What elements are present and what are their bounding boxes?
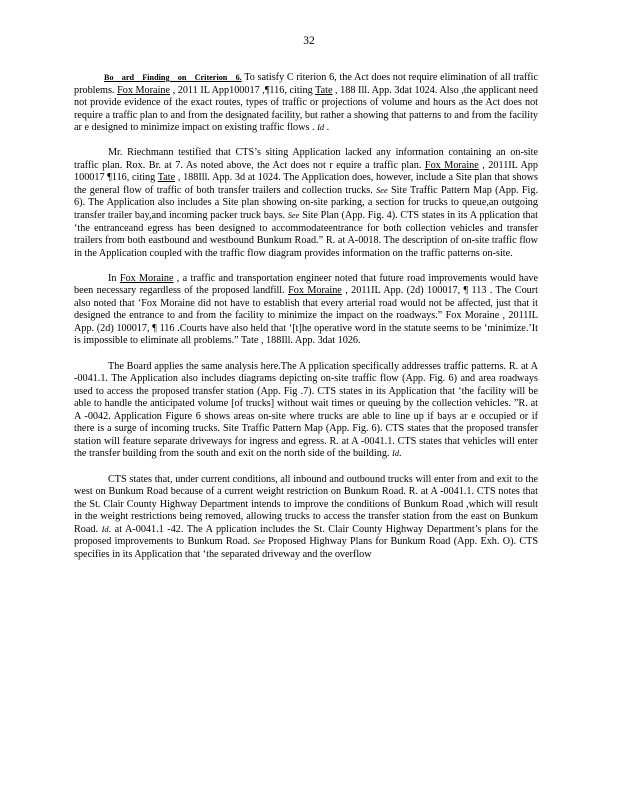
text-run: .	[399, 448, 402, 460]
text-run: , 2011IL App. (2d) 100017, ¶ 113 . The Court also noted that ‘Fox Moraine did not have to establish that every arterial road would not be affected, just that it designed the entrance to and from the facility to minimize the impact on the roadways.” Fox Moraine , 2011IL App. (2d) 100017, ¶ 116 .Courts have also held that ‘[t]he operative word in the statute seems to be ‘minimize.’It is impossible to eliminate all problems.” Tate , 188Ill. App. 3dat 1026.	[74, 285, 538, 347]
paragraph-riechmann-testimony	[74, 147, 538, 260]
text-run: .	[324, 122, 330, 134]
case-citation: Fox Moraine	[119, 272, 174, 284]
signal-word: Id	[101, 524, 109, 534]
page-number: 32	[303, 35, 315, 47]
text-run: , 188 Ill. App. 3dat 1024. Also ,the applicant need not provide evidence of the exact routes, types of traffic or projections of volume and hours as the Act does not require a traffic plan to and from the designated facility, but rather a showing that patterns to and from the facility ar e designed to minimize impact on existing traffic flows .	[74, 84, 538, 134]
case-citation: Tate	[157, 172, 176, 184]
paragraph-criterion-6-finding	[74, 72, 538, 135]
signal-word: Id	[317, 123, 325, 133]
case-citation: Fox Moraine	[117, 84, 171, 96]
signal-word: See	[253, 537, 265, 547]
text-run: . at A-0041.1 -42. The A pplication includes the St. Clair County Highway Department’s plans for the proposed improvements to Bunkum Road.	[74, 523, 538, 548]
signal-word: See	[287, 211, 300, 221]
text-run: Proposed Highway Plans for Bunkum Road (App. Exh. O). CTS specifies in its Application that ‘the separated driveway and the overflow	[74, 536, 539, 560]
body-text	[74, 72, 538, 561]
text-run: Mr. Riechmann testified that CTS’s siting Application lacked any information containing an on-site traffic plan. Rox. Br. at 7. As noted above, the Act does not r equire a traffic plan.	[74, 147, 538, 171]
signal-word: See	[376, 185, 388, 195]
paragraph-bunkum-road	[74, 474, 538, 562]
text-run: In	[108, 272, 120, 284]
text-run: To satisfy C riterion 6, the Act does not require elimination of all traffic problems.	[74, 72, 538, 96]
case-citation: Tate	[315, 84, 333, 96]
text-run: , a traffic and transportation engineer noted that future road improvements would have been necessary regardless of the proposed landfill.	[74, 272, 538, 297]
text-run: , 2011 IL App100017 ,¶116, citing	[170, 84, 316, 96]
text-run: , 188Ill. App. 3d at 1024. The Application does, however, include a Site plan that shows the general flow of traffic of both transfer trailers and collection trucks.	[74, 172, 538, 196]
paragraph-board-analysis	[74, 361, 538, 461]
text-run: CTS states that, under current conditions, all inbound and outbound trucks will enter from and exit to the west on Bunkum Road because of a current weight restriction on Bunkum Road. R. at A -0041.1. CTS notes that the St. Clair County Highway Department intends to improve the conditions of Bunkum Road ,which will result in the weight restrictions being removed, allowing trucks to access the transfer station from the east on Bunkum Road.	[74, 473, 538, 535]
text-run: The Board applies the same analysis here.The A pplication specifically addresses traffic patterns. R. at A -0041.1. The Application also includes diagrams depicting on-site traffic flow (App. Fig. 6) and area roadways used to access the proposed transfer station (App. Fig .7). CTS states in its Application that ‘the facility will be able to handle the anticipated volume [of trucks] without wait times or queuing by the collection vehicles. ”R. at A -0042. Application Figure 6 shows areas on-site where trucks are able to line up if bays ar e occupied or if there is a surge of incoming trucks. Site Traffic Pattern Map (App. Fig. 6). CTS states that the proposed transfer station will feature separate driveways for ingress and egress. R. at A -0041.1. CTS states that vehicles will enter the transfer building from the south and exit on the north side of the building.	[74, 360, 538, 460]
signal-word: Id	[392, 449, 400, 459]
criterion-heading: Bo ard Finding on Criterion 6.	[104, 73, 242, 82]
text-run: Site Traffic Pattern Map (App. Fig. 6). The Application also includes a Site plan showing on-site parking, a section for trucks to queue,an outgoing transfer trailer bay,and incoming packer truck bays.	[74, 184, 539, 222]
case-citation: Fox Moraine	[424, 159, 479, 171]
paragraph-fox-moraine	[74, 273, 538, 348]
text-run: Site Plan (App. Fig. 4). CTS states in its A pplication that ‘the entranceand egress has been designed to accommodateentrance for both collection vehicles and transfer trailers from both eastbound and westbound Bunkum Road.” R. at A-0018. The description of on-site traffic flow in the Application coupled with the traffic flow diagram provides information on the traffic patterns on-site.	[74, 210, 538, 259]
text-run: , 2011IL App 100017 ¶116, citing	[74, 159, 538, 184]
case-citation: Fox Moraine	[288, 285, 342, 297]
